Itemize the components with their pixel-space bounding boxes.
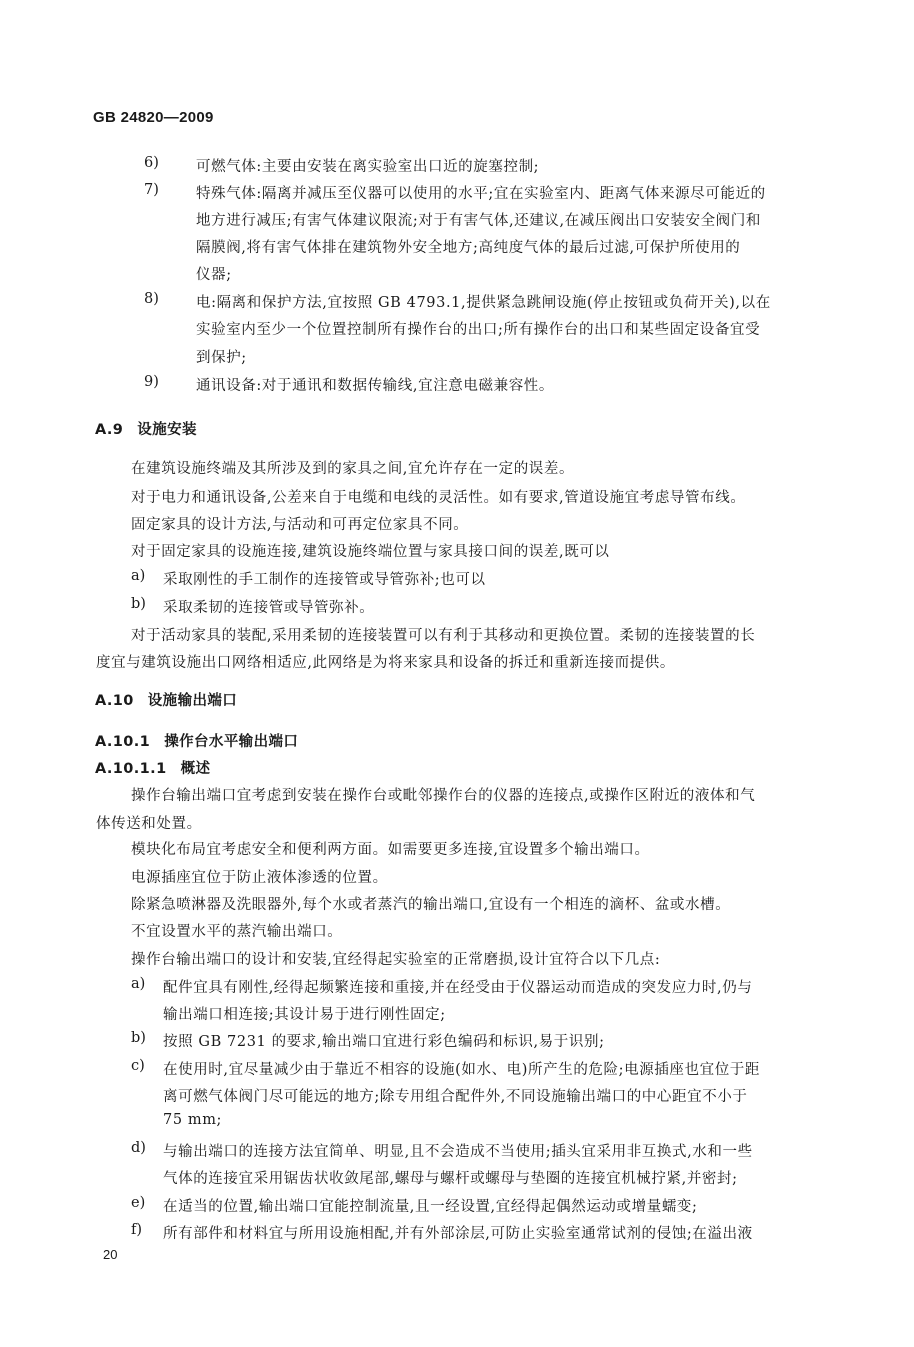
section-number: A.9 bbox=[95, 422, 124, 438]
list-item-text: 与输出端口的连接方法宜简单、明显,且不会造成不当使用;插头宜采用非互换式,水和一些 bbox=[163, 1144, 753, 1160]
list-item-text: 特殊气体:隔离并减压至仪器可以使用的水平;宜在实验室内、距离气体来源尽可能近的 bbox=[196, 186, 766, 202]
section-heading-a10-1 bbox=[95, 730, 298, 751]
paragraph: 操作台输出端口的设计和安装,宜经得起实验室的正常磨损,设计宜符合以下几点: bbox=[131, 952, 661, 968]
list-marker: c) bbox=[131, 1058, 145, 1074]
paragraph: 度宜与建筑设施出口网络相适应,此网络是为将来家具和设备的拆迁和重新连接而提供。 bbox=[96, 655, 676, 671]
list-marker: e) bbox=[131, 1195, 146, 1211]
list-item-text: 离可燃气体阀门尽可能远的地方;除专用组合配件外,不同设施输出端口的中心距宜不小于 bbox=[163, 1089, 748, 1105]
list-marker: d) bbox=[131, 1140, 146, 1156]
list-marker: b) bbox=[131, 1030, 146, 1046]
page-number: 20 bbox=[103, 1247, 118, 1262]
section-title: 操作台水平输出端口 bbox=[164, 734, 299, 750]
section-number: A.10.1 bbox=[95, 734, 151, 750]
paragraph: 不宜设置水平的蒸汽输出端口。 bbox=[131, 924, 343, 940]
paragraph: 对于活动家具的装配,采用柔韧的连接装置可以有利于其移动和更换位置。柔韧的连接装置的长 bbox=[131, 628, 756, 644]
list-item-text: 在使用时,宜尽量减少由于靠近不相容的设施(如水、电)所产生的危险;电源插座也宜位于距 bbox=[163, 1062, 761, 1078]
list-item-text: 地方进行减压;有害气体建议限流;对于有害气体,还建议,在减压阀出口安装安全阀门和 bbox=[196, 213, 761, 229]
list-item-text: 可燃气体:主要由安装在离实验室出口近的旋塞控制; bbox=[196, 159, 540, 175]
section-number: A.10 bbox=[95, 693, 134, 709]
list-marker: 9) bbox=[144, 374, 159, 390]
list-item-text: 按照 GB 7231 的要求,输出端口宜进行彩色编码和标识,易于识别; bbox=[163, 1034, 605, 1050]
list-item-text: 所有部件和材料宜与所用设施相配,并有外部涂层,可防止实验室通常试剂的侵蚀;在溢出液 bbox=[163, 1226, 753, 1242]
section-heading-a10 bbox=[95, 689, 237, 710]
standard-header: GB 24820—2009 bbox=[93, 109, 214, 126]
list-item-text: 隔膜阀,将有害气体排在建筑物外安全地方;高纯度气体的最后过滤,可保护所使用的 bbox=[196, 240, 741, 256]
paragraph: 电源插座宜位于防止液体渗透的位置。 bbox=[131, 870, 388, 886]
section-number: A.10.1.1 bbox=[95, 761, 167, 777]
list-marker: 6) bbox=[144, 155, 159, 171]
paragraph: 模块化布局宜考虑安全和便利两方面。如需要更多连接,宜设置多个输出端口。 bbox=[131, 842, 650, 858]
paragraph: 体传送和处置。 bbox=[96, 816, 202, 832]
paragraph: 在建筑设施终端及其所涉及到的家具之间,宜允许存在一定的误差。 bbox=[131, 461, 575, 477]
list-item-text: 采取柔韧的连接管或导管弥补。 bbox=[163, 600, 375, 616]
list-item-text: 通讯设备:对于通讯和数据传输线,宜注意电磁兼容性。 bbox=[196, 378, 554, 394]
list-item-text: 采取刚性的手工制作的连接管或导管弥补;也可以 bbox=[163, 572, 486, 588]
paragraph: 操作台输出端口宜考虑到安装在操作台或毗邻操作台的仪器的连接点,或操作区附近的液体和气 bbox=[131, 788, 756, 804]
list-item-text: 气体的连接宜采用锯齿状收敛尾部,螺母与螺杆或螺母与垫圈的连接宜机械拧紧,并密封; bbox=[163, 1171, 738, 1187]
paragraph: 固定家具的设计方法,与活动和可再定位家具不同。 bbox=[131, 517, 469, 533]
paragraph: 对于固定家具的设施连接,建筑设施终端位置与家具接口间的误差,既可以 bbox=[131, 544, 610, 560]
section-heading-a10-1-1 bbox=[95, 757, 210, 778]
list-marker: a) bbox=[131, 976, 146, 992]
paragraph: 除紧急喷淋器及洗眼器外,每个水或者蒸汽的输出端口,宜设有一个相连的滴杯、盆或水槽。 bbox=[131, 897, 731, 913]
section-title: 概述 bbox=[180, 761, 211, 777]
list-item-text: 配件宜具有刚性,经得起频繁连接和重接,并在经受由于仪器运动而造成的突发应力时,仍与 bbox=[163, 980, 753, 996]
section-title: 设施安装 bbox=[137, 422, 197, 438]
list-item-text: 75 mm; bbox=[163, 1112, 223, 1128]
list-item-text: 仪器; bbox=[196, 267, 232, 283]
section-title: 设施输出端口 bbox=[147, 693, 238, 709]
list-item-text: 在适当的位置,输出端口宜能控制流量,且一经设置,宜经得起偶然运动或增量蠕变; bbox=[163, 1199, 698, 1215]
list-item-text: 到保护; bbox=[196, 350, 247, 366]
list-marker: f) bbox=[131, 1222, 143, 1238]
section-heading-a9 bbox=[95, 418, 197, 439]
list-marker: 8) bbox=[144, 291, 159, 307]
list-marker: 7) bbox=[144, 182, 159, 198]
paragraph: 对于电力和通讯设备,公差来自于电缆和电线的灵活性。如有要求,管道设施宜考虑导管布线。 bbox=[131, 490, 746, 506]
list-marker: b) bbox=[131, 596, 146, 612]
list-item-text: 实验室内至少一个位置控制所有操作台的出口;所有操作台的出口和某些固定设备宜受 bbox=[196, 322, 761, 338]
list-marker: a) bbox=[131, 568, 146, 584]
list-item-text: 电:隔离和保护方法,宜按照 GB 4793.1,提供紧急跳闸设施(停止按钮或负荷开关),以在 bbox=[196, 295, 771, 311]
list-item-text: 输出端口相连接;其设计易于进行刚性固定; bbox=[163, 1007, 446, 1023]
